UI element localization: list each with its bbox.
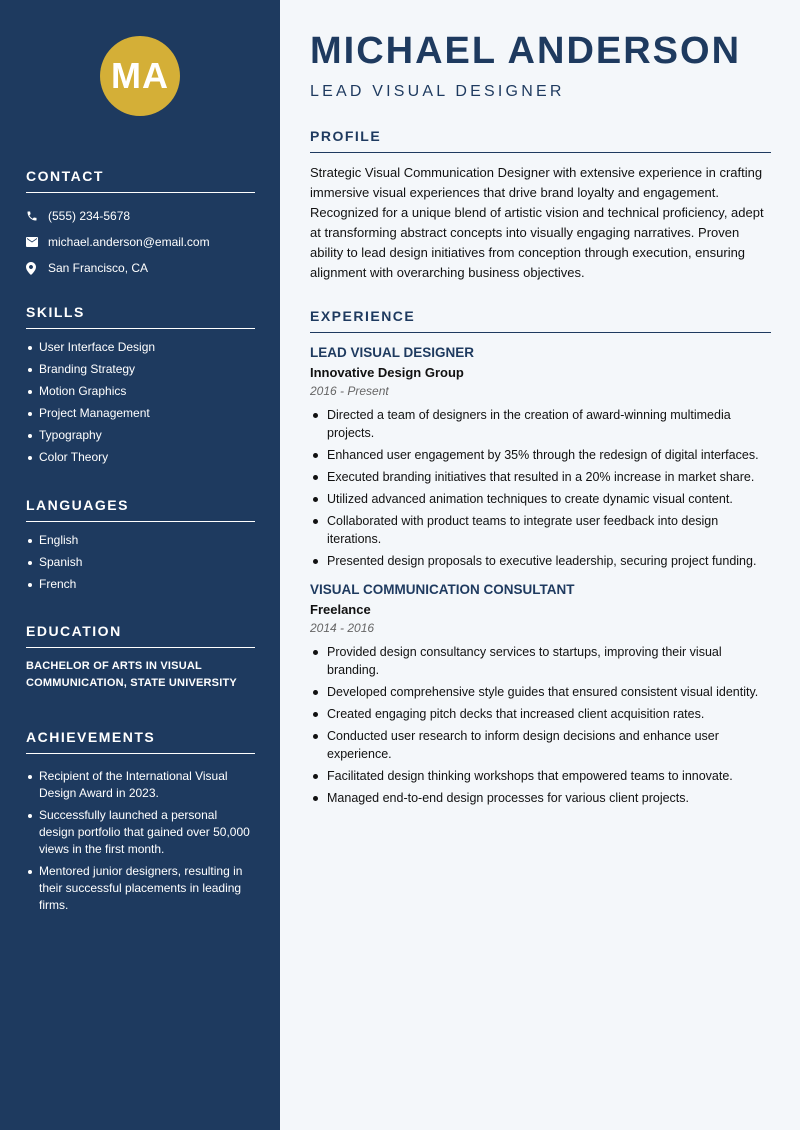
skill-item: Motion Graphics — [26, 383, 255, 400]
job-bullet: Directed a team of designers in the creation of award-winning multimedia projects. — [310, 406, 771, 442]
skills-section — [26, 304, 255, 471]
contact-section — [26, 168, 255, 281]
achievement-item: Recipient of the International Visual Design Award in 2023. — [26, 768, 255, 802]
job-bullet: Utilized advanced animation techniques to create dynamic visual content. — [310, 490, 771, 508]
languages-section — [26, 497, 255, 598]
avatar — [100, 36, 180, 116]
achievement-item: Mentored junior designers, resulting in their successful placements in leading firms. — [26, 863, 255, 914]
job-company: Innovative Design Group — [310, 365, 464, 380]
experience-section — [310, 308, 771, 811]
education-heading: EDUCATION — [26, 623, 255, 648]
skills-list — [26, 339, 255, 466]
language-item: Spanish — [26, 554, 255, 571]
job-entry — [310, 345, 771, 570]
job-bullets — [310, 406, 771, 570]
candidate-name: MICHAEL ANDERSON — [310, 30, 742, 72]
job-entry — [310, 582, 771, 807]
skill-item: Color Theory — [26, 449, 255, 466]
job-company: Freelance — [310, 602, 371, 617]
experience-heading: EXPERIENCE — [310, 308, 771, 333]
contact-heading: CONTACT — [26, 168, 255, 193]
achievements-list — [26, 768, 255, 914]
job-dates: 2014 - 2016 — [310, 621, 375, 635]
skills-heading: SKILLS — [26, 304, 255, 329]
job-bullet: Conducted user research to inform design decisions and enhance user experience. — [310, 727, 771, 763]
job-dates: 2016 - Present — [310, 384, 389, 398]
language-item: English — [26, 532, 255, 549]
achievements-heading: ACHIEVEMENTS — [26, 729, 255, 754]
contact-location — [26, 255, 255, 281]
job-title: LEAD VISUAL DESIGNER — [310, 345, 475, 360]
languages-heading: LANGUAGES — [26, 497, 255, 522]
candidate-role: LEAD VISUAL DESIGNER — [310, 83, 565, 100]
job-bullet: Collaborated with product teams to integrate user feedback into design iterations. — [310, 512, 771, 548]
job-bullet: Managed end-to-end design processes for various client projects. — [310, 789, 771, 807]
skill-item: Branding Strategy — [26, 361, 255, 378]
job-bullet: Developed comprehensive style guides that ensured consistent visual identity. — [310, 683, 771, 701]
languages-list — [26, 532, 255, 593]
education-degree: BACHELOR OF ARTS IN VISUAL COMMUNICATION, STATE UNIVERSITY — [26, 660, 237, 689]
job-bullet: Presented design proposals to executive leadership, securing project funding. — [310, 552, 771, 570]
avatar-initials: MA — [111, 55, 169, 96]
job-bullet: Facilitated design thinking workshops that empowered teams to innovate. — [310, 767, 771, 785]
sidebar — [0, 0, 280, 1130]
contact-email[interactable] — [26, 229, 255, 255]
achievements-section — [26, 729, 255, 919]
job-bullet: Created engaging pitch decks that increased client acquisition rates. — [310, 705, 771, 723]
job-bullets — [310, 643, 771, 807]
phone-icon — [26, 210, 48, 222]
profile-section — [310, 128, 771, 283]
email-icon — [26, 237, 48, 247]
job-bullet: Provided design consultancy services to startups, improving their visual branding. — [310, 643, 771, 679]
profile-text: Strategic Visual Communication Designer with extensive experience in crafting immersive visual experiences that drive brand loyalty and engagement. Recognized for a unique blend of artistic vision and technical proficiency, adept at transforming abstract concepts into visually engaging narratives. Proven ability to lead design initiatives from conception through execution, ensuring alignment with overarching business objectives. — [310, 165, 764, 280]
education-section — [26, 623, 255, 692]
skill-item: Project Management — [26, 405, 255, 422]
job-bullet: Executed branding initiatives that resulted in a 20% increase in market share. — [310, 468, 771, 486]
job-title: VISUAL COMMUNICATION CONSULTANT — [310, 582, 575, 597]
location-pin-icon — [26, 262, 48, 275]
contact-location-text: San Francisco, CA — [48, 261, 149, 275]
job-bullet: Enhanced user engagement by 35% through the redesign of digital interfaces. — [310, 446, 771, 464]
profile-heading: PROFILE — [310, 128, 771, 153]
skill-item: Typography — [26, 427, 255, 444]
contact-phone-text: (555) 234-5678 — [48, 209, 131, 223]
achievement-item: Successfully launched a personal design portfolio that gained over 50,000 views in the first month. — [26, 807, 255, 858]
language-item: French — [26, 576, 255, 593]
contact-phone[interactable] — [26, 203, 255, 229]
skill-item: User Interface Design — [26, 339, 255, 356]
contact-email-text: michael.anderson@email.com — [48, 235, 210, 249]
